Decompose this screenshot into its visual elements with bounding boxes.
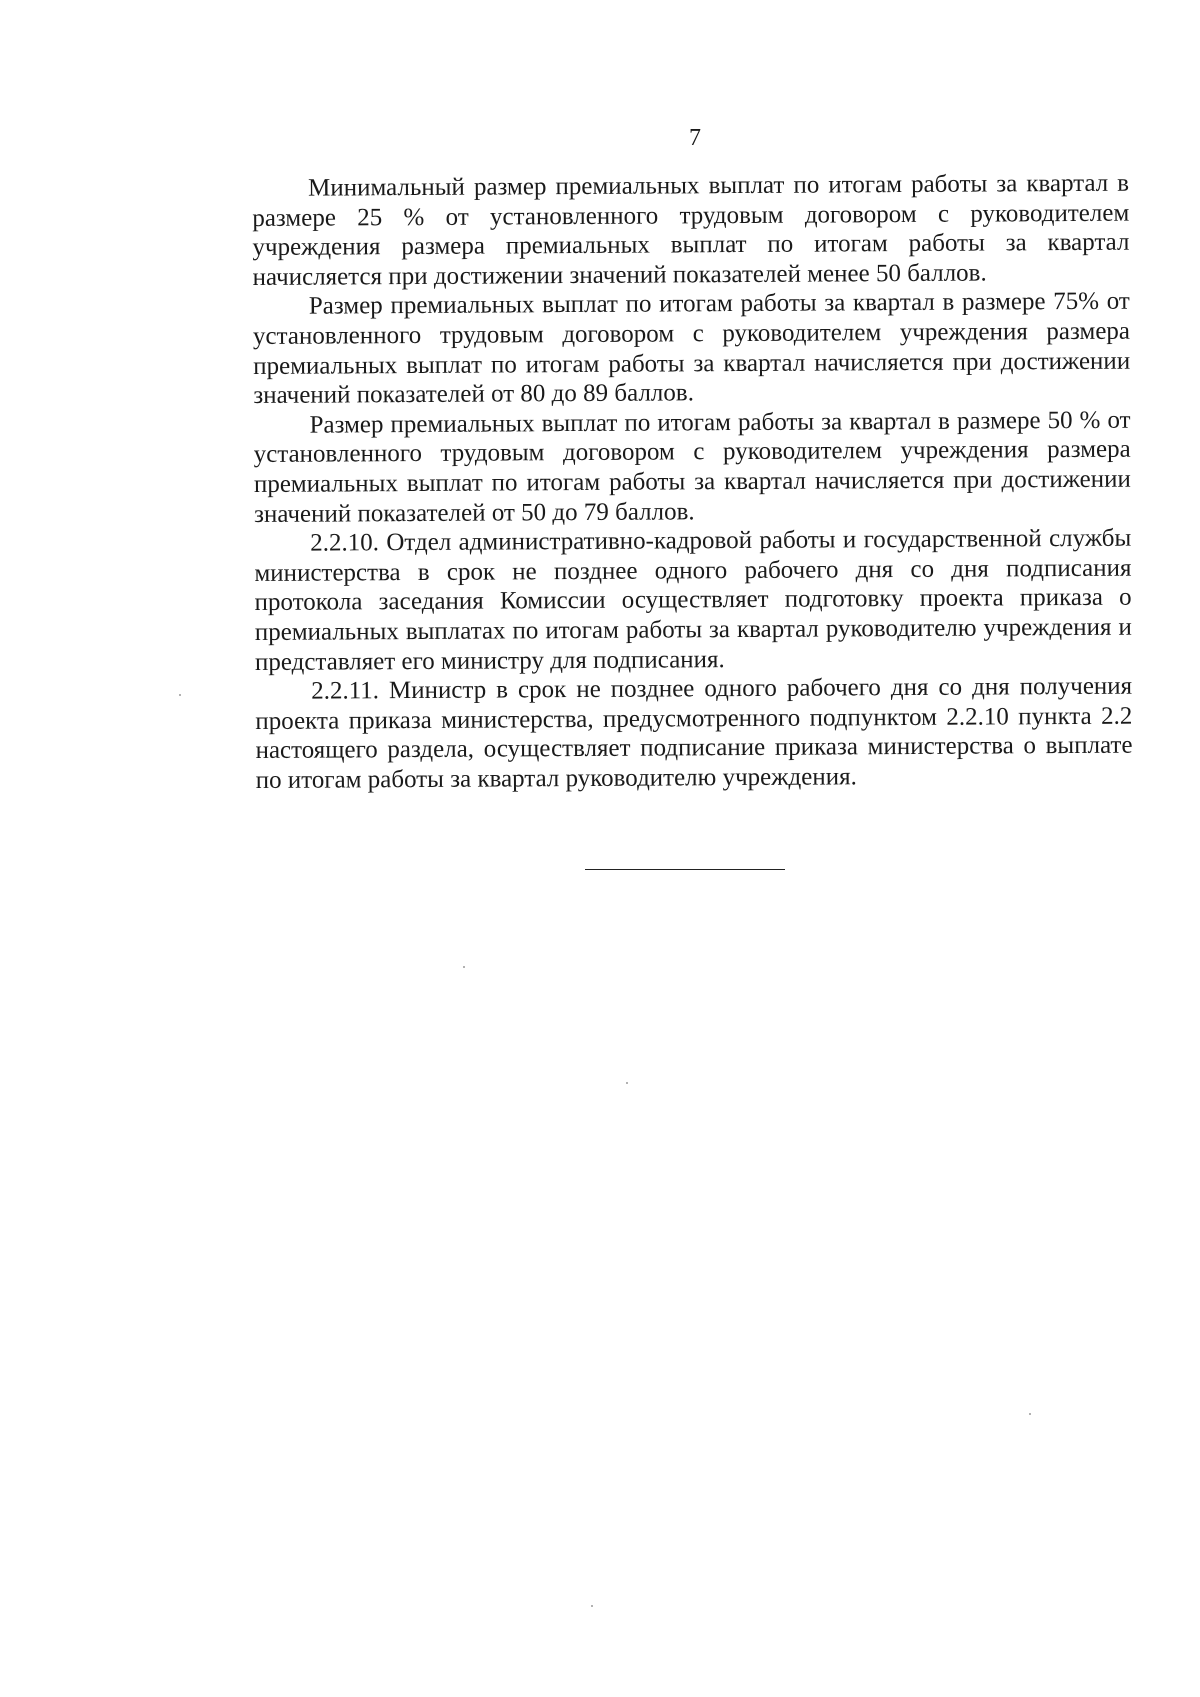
paragraph-2-2-10: 2.2.10. Отдел административно-кадровой работы и государственной службы министерства в срок не позднее одного рабочего дня со дня подписания протокола заседания Комиссии осуществляет подготовку проекта приказа о премиальных выплатах по итогам работы за квартал руководителю учреждения и представляет его министру для подписания. bbox=[254, 524, 1132, 676]
scan-speck bbox=[591, 1605, 593, 1607]
scan-speck bbox=[1029, 1413, 1031, 1415]
paragraph-premium-50: Размер премиальных выплат по итогам работы за квартал в размере 50 % от установленного трудовым договором с руководителем учреждения размера премиальных выплат по итогам работы за квартал начисляется при достижении значений показателей от 50 до 79 баллов. bbox=[253, 406, 1131, 528]
scan-speck bbox=[626, 1082, 628, 1084]
paragraph-premium-75: Размер премиальных выплат по итогам работы за квартал в размере 75% от установленного трудовым договором с руководителем учреждения размера премиальных выплат по итогам работы за квартал начисляется при достижении значений показателей от 80 до 89 баллов. bbox=[252, 288, 1131, 410]
document-body bbox=[252, 169, 1133, 796]
end-separator-line bbox=[585, 869, 785, 870]
paragraph-minimal-premium: Минимальный размер премиальных выплат по итогам работы за квартал в размере 25 % от установленного трудовым договором с руководителем учреждения размера премиальных выплат по итогам работы за квартал начисляется при достижении значений показателей менее 50 баллов. bbox=[252, 169, 1130, 291]
page-number: 7 bbox=[689, 125, 701, 151]
scan-speck bbox=[463, 966, 465, 968]
scan-speck bbox=[179, 694, 181, 696]
paragraph-2-2-11: 2.2.11. Министр в срок не позднее одного рабочего дня со дня получения проекта приказа министерства, предусмотренного подпунктом 2.2.10 пункта 2.2 настоящего раздела, осуществляет подписание приказа министерства о выплате по итогам работы за квартал руководителю учреждения. bbox=[255, 672, 1133, 794]
